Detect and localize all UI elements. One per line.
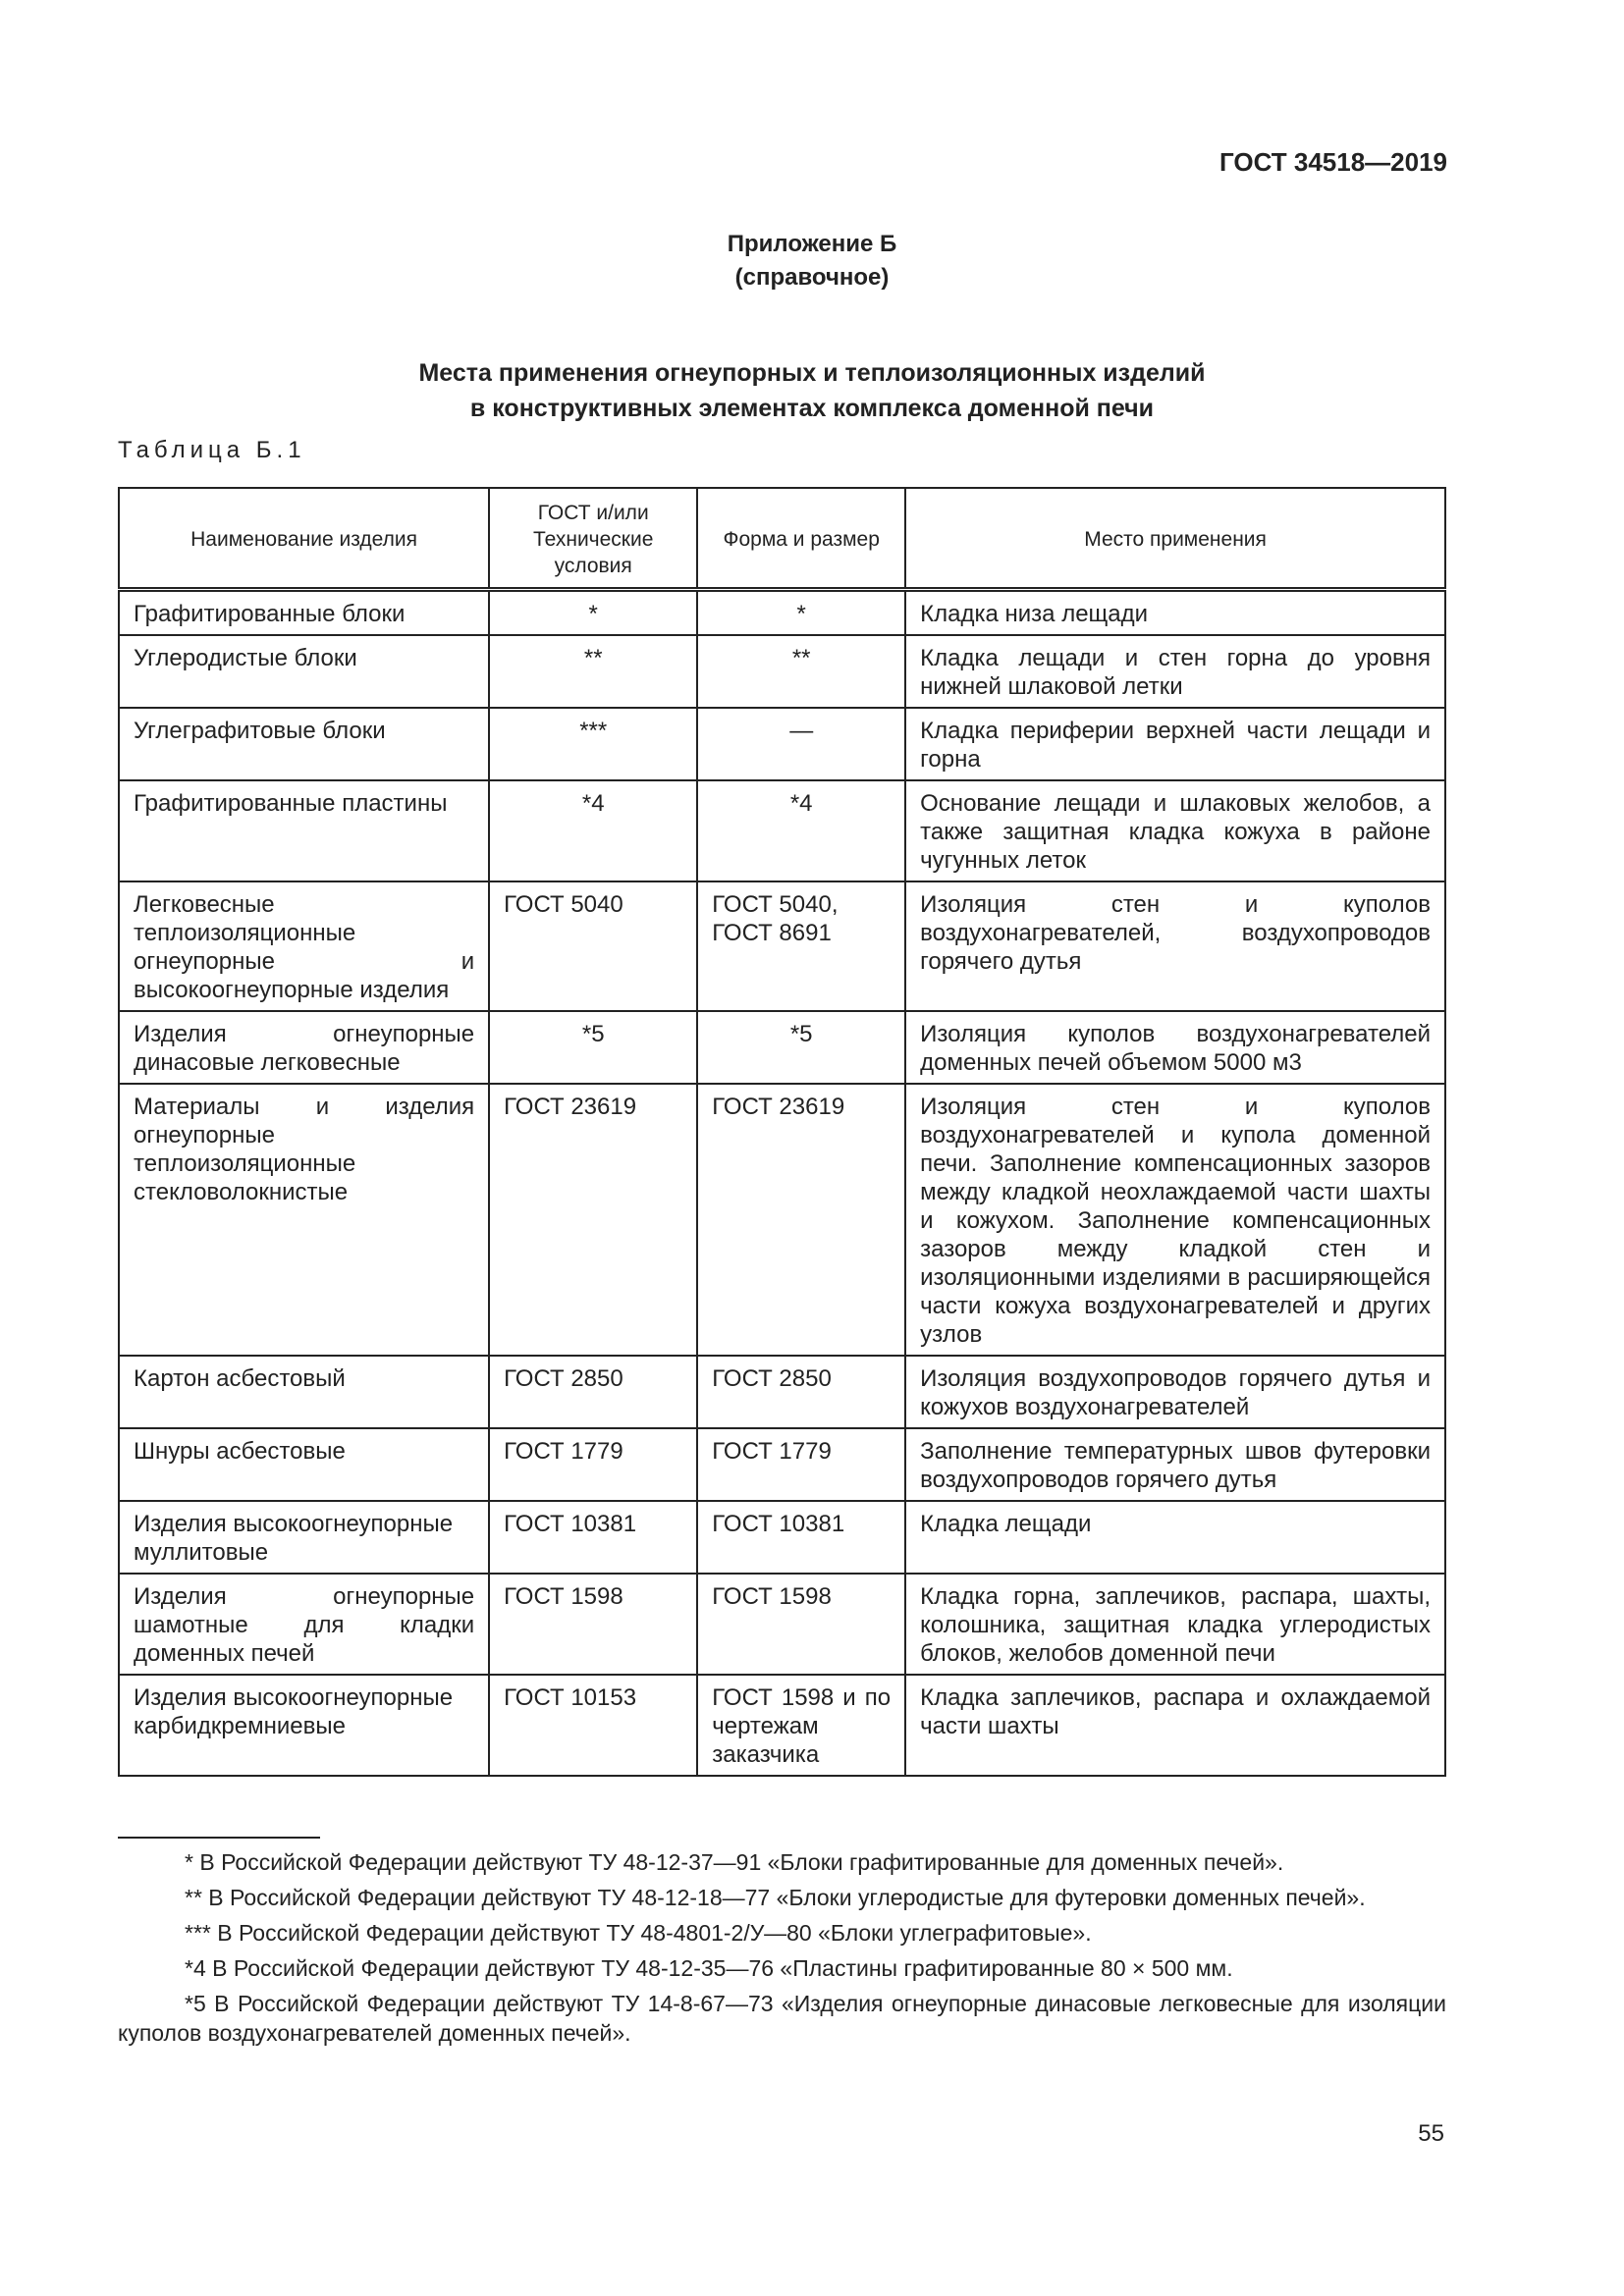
appendix-heading (0, 228, 1624, 294)
cell-application: Кладка горна, заплечиков, распара, шахты, колошника, защитная кладка углеродистых блоков, желобов доменной печи (905, 1574, 1445, 1675)
cell-application: Кладка периферии верхней части лещади и горна (905, 708, 1445, 780)
table-row (119, 590, 1445, 636)
cell-standard: ГОСТ 1598 (489, 1574, 697, 1675)
cell-product: Углеграфитовые блоки (119, 708, 489, 780)
footnote: *5 В Российской Федерации действуют ТУ 14-8-67—73 «Изделия огнеупорные динасовые легковесные для изоляции куполов воздухонагревателей доменных печей». (118, 1991, 1446, 2046)
products-table (118, 487, 1446, 1777)
cell-application: Кладка низа лещади (905, 590, 1445, 636)
table-row (119, 1574, 1445, 1675)
cell-shape: ГОСТ 10381 (697, 1501, 905, 1574)
cell-standard: *4 (489, 780, 697, 881)
table-row (119, 1356, 1445, 1428)
table-row (119, 1011, 1445, 1084)
cell-product: Изделия высокоогнеупорные муллитовые (119, 1501, 489, 1574)
cell-product: Графитированные блоки (119, 590, 489, 636)
table-row (119, 708, 1445, 780)
appendix-subtitle: (справочное) (734, 264, 890, 291)
cell-product: Материалы и изделия огнеупорные теплоизоляционные стекловолокнистые (119, 1084, 489, 1356)
table-row (119, 1501, 1445, 1574)
cell-standard: ГОСТ 5040 (489, 881, 697, 1011)
cell-standard: *5 (489, 1011, 697, 1084)
title-line-1: Места применения огнеупорных и теплоизоляционных изделий (418, 359, 1206, 387)
cell-product: Картон асбестовый (119, 1356, 489, 1428)
cell-application: Изоляция куполов воздухонагревателей доменных печей объемом 5000 м3 (905, 1011, 1445, 1084)
cell-standard: ГОСТ 10153 (489, 1675, 697, 1776)
cell-product: Легковесные теплоизоляционные огнеупорные и высокоогнеупорные изделия (119, 881, 489, 1011)
cell-product: Графитированные пластины (119, 780, 489, 881)
table-header-row (119, 488, 1445, 590)
table-row (119, 1084, 1445, 1356)
header-shape-size: Форма и размер (697, 488, 905, 590)
header-product-name: Наименование изделия (119, 488, 489, 590)
footnote: *4 В Российской Федерации действуют ТУ 48-12-35—76 «Пластины графитированные 80 × 500 мм. (185, 1955, 1233, 1981)
appendix-title: Приложение Б (727, 231, 897, 257)
cell-standard: ГОСТ 2850 (489, 1356, 697, 1428)
footnote: ** В Российской Федерации действуют ТУ 48-12-18—77 «Блоки углеродистые для футеровки доменных печей». (185, 1885, 1366, 1910)
footnote: *** В Российской Федерации действуют ТУ 48-4801-2/У—80 «Блоки углеграфитовые». (185, 1920, 1092, 1946)
header-application: Место применения (905, 488, 1445, 590)
footnotes (118, 1847, 1446, 2054)
cell-product: Изделия огнеупорные динасовые легковесные (119, 1011, 489, 1084)
cell-standard: * (489, 590, 697, 636)
cell-standard: *** (489, 708, 697, 780)
table-label: Таблица Б.1 (118, 437, 306, 463)
document-code: ГОСТ 34518—2019 (1219, 147, 1447, 177)
cell-shape: ГОСТ 1598 (697, 1574, 905, 1675)
table-title (0, 355, 1624, 426)
cell-application: Изоляция стен и куполов воздухонагревателей, воздухопроводов горячего дутья (905, 881, 1445, 1011)
cell-shape: ГОСТ 1598 и по чертежам заказчика (697, 1675, 905, 1776)
cell-shape: *5 (697, 1011, 905, 1084)
cell-shape: ** (697, 635, 905, 708)
cell-shape: * (697, 590, 905, 636)
cell-application: Основание лещади и шлаковых желобов, а также защитная кладка кожуха в районе чугунных леток (905, 780, 1445, 881)
cell-product: Углеродистые блоки (119, 635, 489, 708)
cell-standard: ** (489, 635, 697, 708)
cell-application: Кладка заплечиков, распара и охлаждаемой части шахты (905, 1675, 1445, 1776)
cell-product: Изделия огнеупорные шамотные для кладки доменных печей (119, 1574, 489, 1675)
cell-product: Изделия высокоогнеупорные карбидкремниевые (119, 1675, 489, 1776)
table-row (119, 780, 1445, 881)
table-row (119, 1428, 1445, 1501)
cell-shape: ГОСТ 5040, ГОСТ 8691 (697, 881, 905, 1011)
cell-product: Шнуры асбестовые (119, 1428, 489, 1501)
cell-application: Кладка лещади и стен горна до уровня нижней шлаковой летки (905, 635, 1445, 708)
footnote: * В Российской Федерации действуют ТУ 48-12-37—91 «Блоки графитированные для доменных печей». (185, 1849, 1284, 1875)
cell-standard: ГОСТ 10381 (489, 1501, 697, 1574)
title-line-2: в конструктивных элементах комплекса доменной печи (469, 395, 1155, 422)
table-row (119, 881, 1445, 1011)
cell-shape: ГОСТ 1779 (697, 1428, 905, 1501)
page-number: 55 (1418, 2120, 1444, 2147)
cell-application: Изоляция воздухопроводов горячего дутья и кожухов воздухонагревателей (905, 1356, 1445, 1428)
cell-standard: ГОСТ 23619 (489, 1084, 697, 1356)
table-row (119, 635, 1445, 708)
cell-shape: ГОСТ 23619 (697, 1084, 905, 1356)
cell-shape: — (697, 708, 905, 780)
cell-application: Кладка лещади (905, 1501, 1445, 1574)
cell-standard: ГОСТ 1779 (489, 1428, 697, 1501)
cell-application: Заполнение температурных швов футеровки воздухопроводов горячего дутья (905, 1428, 1445, 1501)
footnote-separator (118, 1837, 320, 1839)
cell-application: Изоляция стен и куполов воздухонагревателей и купола доменной печи. Заполнение компенсационных зазоров между кладкой неохлаждаемой части шахты и кожухом. Заполнение компенсационных зазоров между кладкой стен и изоляционными изделиями в расширяющейся части кожуха воздухонагревателей и других узлов (905, 1084, 1445, 1356)
header-standard: ГОСТ и/или Технические условия (489, 488, 697, 590)
table-row (119, 1675, 1445, 1776)
cell-shape: ГОСТ 2850 (697, 1356, 905, 1428)
cell-shape: *4 (697, 780, 905, 881)
